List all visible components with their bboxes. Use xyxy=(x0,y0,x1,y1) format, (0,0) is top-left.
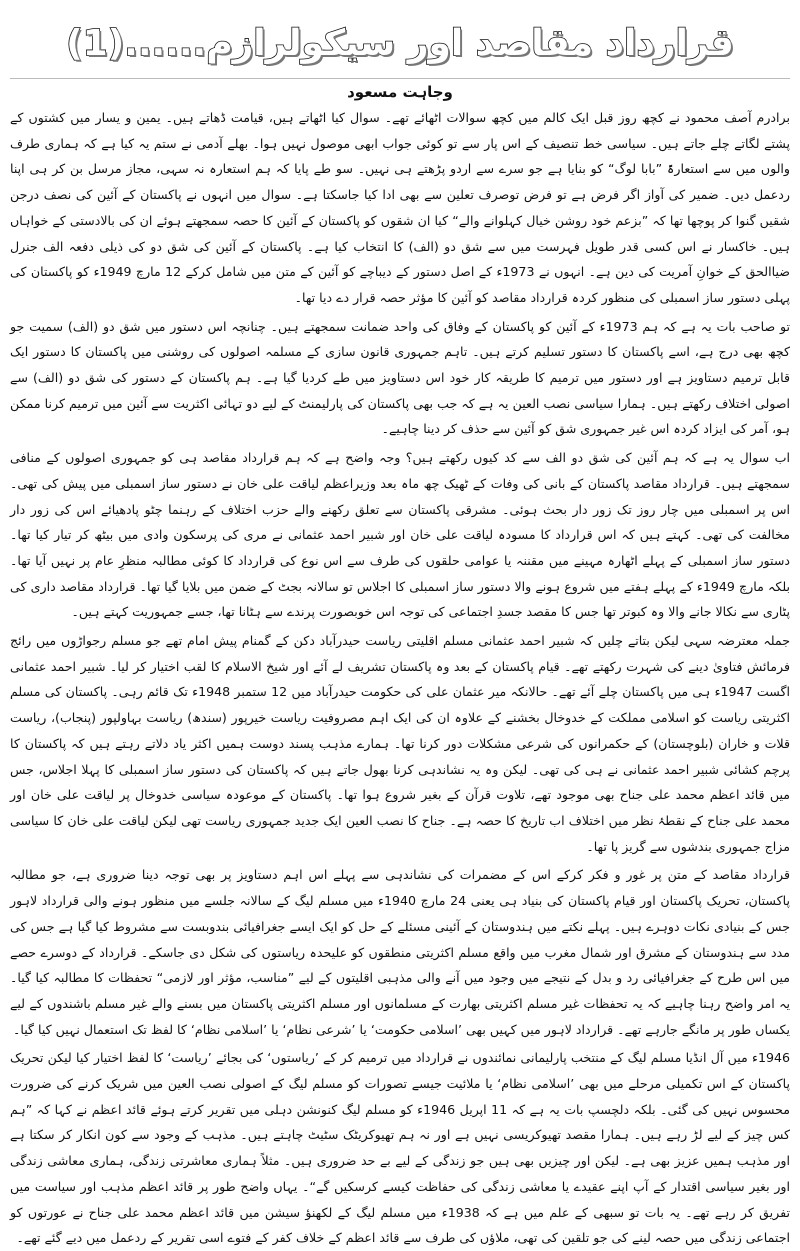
newspaper-column xyxy=(0,8,800,1247)
paragraph-2: تو صاحب بات یہ ہے کہ ہم 1973ء کے آئین کو پاکستان کے وفاق کی واحد ضمانت سمجھتے ہیں۔ چنانچہ اس دستور میں شق دو (الف) سمیت جو کچھ بھی درج ہے، اسے پاکستان کا دستور تسلیم کرتے ہیں۔ تاہم جمہوری قانون سازی کے مسلمہ اصولوں کی روشنی میں پاکستان کا دستور ایک قابل ترمیم دستاویز ہے اور دستور میں ترمیم کا طریقہ کار خود اس دستاویز میں طے کردیا گیا ہے۔ ہم پاکستان کے دستور کی شق دو (الف) سے اصولی اختلاف رکھتے ہیں۔ ہمارا سیاسی نصب العین یہ ہے کہ جب بھی پاکستان کی پارلیمنٹ کے لیے دو تہائی اکثریت سے آئین میں ترمیم کرنا ممکن ہو، آمر کی ایزاد کردہ اس غیر جمہوری شق کو آئین سے حذف کر دینا چاہیے۔ xyxy=(10,318,790,437)
paragraph-5: قرارداد مقاصد کے متن پر غور و فکر کرکے اس کے مضمرات کی نشاندہی سے پہلے اس اہم دستاویز پر بھی توجہ دینا ضروری ہے، جو مطالبہ پاکستان، تحریک پاکستان اور قیام پاکستان کی بنیاد ہی یعنی 24 مارچ 1940ء میں مسلم لیگ کے سالانہ جلسے میں منظور ہونے والی قرارداد لاہور جس کے بنیادی نکات دوہرے ہیں۔ پہلے نکتے میں ہندوستان کے آئینی مسئلے کے حل کو ایک ایسے جغرافیائی بندوبست سے مشروط کیا گیا ہے جس کی مدد سے ہندوستان کے مشرق اور شمال مغرب میں واقع مسلم اکثریتی منطقوں کو علیحدہ ریاستوں کی شکل دی جاسکے۔ قرارداد کے دوسرے حصے میں اس طرح کے جغرافیائی رد و بدل کے نتیجے میں وجود میں آنے والی مذہبی اقلیتوں کے لیے ”مناسب، مؤثر اور لازمی“ تحفظات کا مطالبہ کیا گیا۔ یہ امر واضح رہنا چاہیے کہ یہ تحفظات غیر مسلم اکثریتی بھارت کے مسلمانوں اور مسلم اکثریتی پاکستان میں بسنے والے غیر مسلم باشندوں کے لیے یکساں طور پر مانگے جارہے تھے۔ قرارداد لاہور میں کہیں بھی ’اسلامی حکومت‘ یا ’شرعی نظام‘ یا ’اسلامی نظام‘ کا لفظ تک استعمال نہیں کیا گیا۔ xyxy=(10,867,790,1037)
headline-bar xyxy=(10,8,790,79)
author-byline: وجاہت مسعود xyxy=(347,83,453,101)
headline: قرارداد مقاصد اور سیکولرازم......(1) xyxy=(66,22,734,64)
paragraph-3: اب سوال یہ ہے کہ ہم آئین کی شق دو الف سے کد کیوں رکھتے ہیں؟ وجہ واضح ہے کہ ہم قرارداد مقاصد ہی کو جمہوری اصولوں کے منافی سمجھتے ہیں۔ قرارداد مقاصد پاکستان کے بانی کی وفات کے ٹھیک چھ ماہ بعد وزیراعظم لیاقت علی خان نے دستور ساز اسمبلی میں پیش کی تھی۔ اس پر اسمبلی میں چار روز تک زور دار بحث ہوئی۔ مشرقی پاکستان سے تعلق رکھنے والے حزب اختلاف کے رہنما چٹو پادھیائے اس کی زور دار مخالفت کی تھی۔ کہتے ہیں کہ اس قرارداد کا مسودہ لیاقت علی خان اور شبیر احمد عثمانی نے مری کی پرسکون وادی میں بیٹھ کر تیار کیا تھا۔ دستور ساز اسمبلی کے پہلے اٹھارہ مہینے میں مقننہ یا عوامی حلقوں کی طرف سے اس نوع کی قرارداد کا کوئی مطالبہ منظرِ عام پر نہیں آیا تھا۔ بلکہ مارچ 1949ء کے پہلے ہفتے میں شروع ہونے والا دستور ساز اسمبلی کا اجلاس تو سالانہ بجٹ کے ضمن میں بلایا گیا تھا۔ قرارداد مقاصد داری کی پٹاری سے نکالا جانے والا وہ کبوتر تھا جس کا مقصد جسدِ اجتماعی کی توجہ اس خوبصورت پرندے سے ہٹانا تھا، جسے جمہوریت کہتے ہیں۔ xyxy=(10,450,790,620)
article-body xyxy=(10,105,790,1251)
paragraph-6: 1946ء میں آل انڈیا مسلم لیگ کے منتخب پارلیمانی نمائندوں نے قرارداد میں ترمیم کر کے ’ریاستوں‘ کی بجائے ’ریاست‘ کا لفظ اختیار کیا لیکن تحریک پاکستان کے اس تکمیلی مرحلے میں بھی ’اسلامی نظام‘ یا ملائیت جیسے تصورات کو مسلم لیگ کے اصولی نصب العین میں شریک کرنے کی ضرورت محسوس نہیں کی گئی۔ بلکہ دلچسپ بات یہ ہے کہ 11 اپریل 1946ء کو مسلم لیگ کنونشن دہلی میں تقریر کرتے ہوئے قائد اعظم نے کہا کہ ”ہم کس چیز کے لیے لڑ رہے ہیں۔ ہمارا مقصد تھیوکریسی نہیں ہے اور نہ ہم تھیوکریٹک سٹیٹ چاہتے ہیں۔ مذہب کے وجود سے کون انکار کر سکتا ہے اور مذہب ہمیں عزیز بھی ہے۔ لیکن اور چیزیں بھی ہیں جو زندگی کے لیے بے حد ضروری ہیں۔ مثلاً ہماری معاشرتی زندگی، ہماری معاشی زندگی اور بغیر سیاسی اقتدار کے آپ اپنے عقیدے یا معاشی زندگی کی حفاظت کیسے کرسکیں گے“۔ یہاں واضح طور پر قائد اعظم مذہب اور سیاست میں تفریق کر رہے تھے۔ یہ بات تو سبھی کے علم میں ہے کہ 1938ء میں مسلم لیگ کے لکھنؤ سیشن میں قائد اعظم محمد علی جناح نے عورتوں کو اجتماعی زندگی میں حصہ لینے کی جو تلقین کی تھی، ملاؤں کی طرف سے قائد اعظم کے خلاف کفر کے فتوے اسی تقریر کے ردعمل میں دیے گئے تھے۔ xyxy=(10,1050,790,1246)
paragraph-4: جملہ معترضہ سہی لیکن بتاتے چلیں کہ شبیر احمد عثمانی مسلم اقلیتی ریاست حیدرآباد دکن کے گمنام پیش امام تھے جو مسلم رجواڑوں میں رائج فرمائش فتاویٰ دینے کی شہرت رکھتے تھے۔ قیام پاکستان کے بعد وہ پاکستان تشریف لے آئے اور شیخ الاسلام کا لقب اختیار کر لیا۔ شبیر احمد عثمانی اگست 1947ء ہی میں پاکستان چلے آئے تھے۔ حالانکہ میر عثمان علی کی حکومت حیدرآباد میں 12 ستمبر 1948ء تک قائم رہی۔ پاکستان کی مسلم اکثریتی ریاست کو اسلامی مملکت کے خدوخال بخشنے کے علاوہ ان کی ایک اہم مصروفیت ریاست خیرپور (سندھ) ریاست بہاولپور (پنجاب)، ریاست قلات و خاران (بلوچستان) کے حکمرانوں کی شرعی مشکلات دور کرنا تھا۔ ہمارے مذہب پسند دوست ہمیں اکثر یاد دلاتے رہتے ہیں کہ پاکستان کا پرچم کشائی شبیر احمد عثمانی نے ہی کی تھی۔ لیکن وہ یہ نشاندہی کرنا بھول جاتے ہیں کہ پاکستان کی دستور ساز اسمبلی کا پہلا اجلاس، جس میں قائد اعظم محمد علی جناح بھی موجود تھے، تلاوت قرآن کے بغیر شروع ہوا تھا۔ پاکستان کے موعودہ سیاسی خدوخال پر لیاقت علی خان اور محمد علی جناح کے نقطۂ نظر میں اختلاف اب تاریخ کا حصہ ہے۔ جناح کا نصب العین ایک جدید جمہوری ریاست تھی لیکن لیاقت علی خان کا سیاسی مزاج جمہوری بندشوں سے گریز پا تھا۔ xyxy=(10,633,790,854)
paragraph-1: برادرم آصف محمود نے کچھ روز قبل ایک کالم میں کچھ سوالات اٹھائے تھے۔ سوال کیا اٹھاتے ہیں، قیامت ڈھاتے ہیں۔ یمین و یسار میں کشتوں کے پشتے لگاتے چلے جاتے ہیں۔ سیاسی خط تنصیف کے اس پار سے تو کوئی جواب ابھی موصول نہیں ہوا۔ بھلے آدمی نے ستم یہ کیا ہے کہ ہماری طرف والوں میں سے استعارۃً ”بابا لوگ“ کو بنایا ہے جو سرے سے اردو پڑھتے ہی نہیں۔ سو طے پایا کہ ہم استعارہ نہ سہی، مجاز مرسل بن کر ہی اپنا ردعمل دیں۔ ضمیر کی آواز اگر فرض ہے تو فرض توصرف تعلین سے بھی ادا کیا جاسکتا ہے۔ سوال میں انہوں نے پاکستان کے آئین کی نصف درجن شقیں گنوا کر پوچھا تھا کہ ”بزعم خود روشن خیال کہلوانے والے“ کیا ان شقوں کو پاکستان کے آئین کا حصہ سمجھتے ہوئے ان کی بالادستی کے خواہاں ہیں۔ خاکسار نے اس کسی قدر طویل فہرست میں سے شق دو (الف) کا انتخاب کیا ہے۔ پاکستان کے آئین کی شق دو کی ذیلی دفعہ الف جنرل ضیاالحق کے خوانِ آمریت کی دین ہے۔ انہوں نے 1973ء کے اصل دستور کے دیباچے کو آئین کے متن میں شامل کرکے 12 مارچ 1949ء کو پاکستان کی پہلی دستور ساز اسمبلی کی منظور کردہ قرارداد مقاصد کو آئین کا مؤثر حصہ قرار دے دیا تھا۔ xyxy=(10,110,790,305)
